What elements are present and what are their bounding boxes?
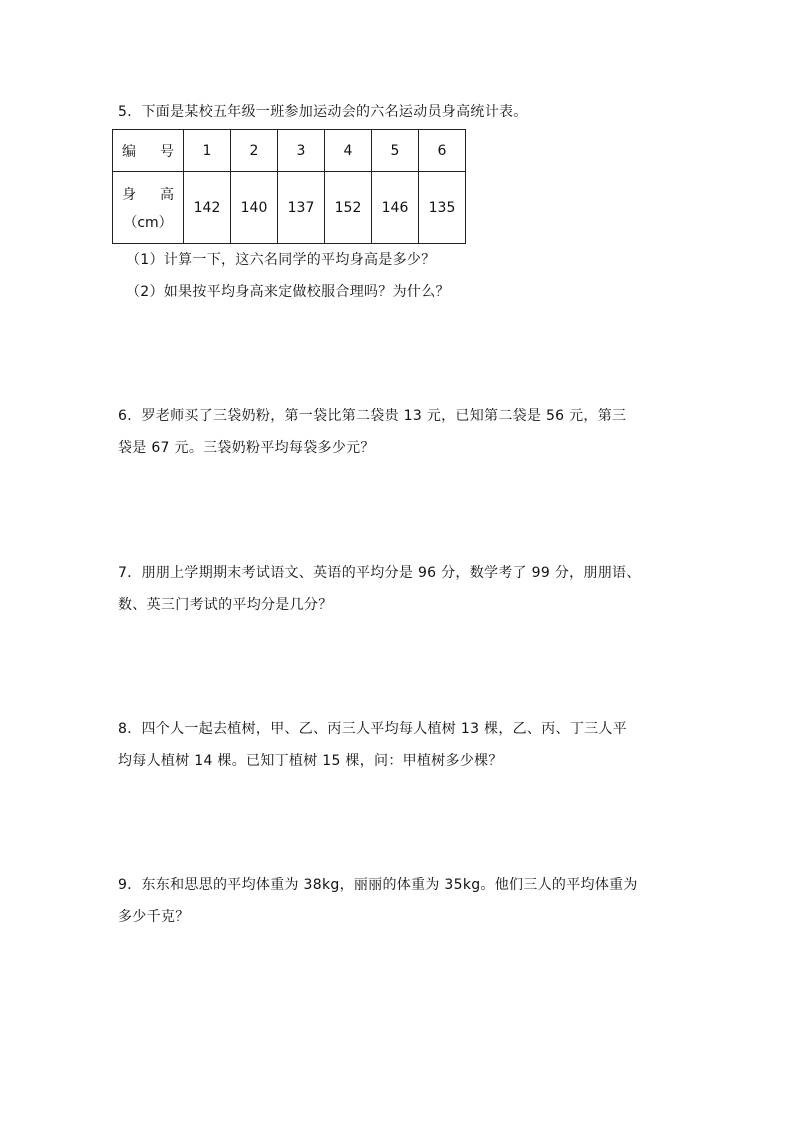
table-row-height [113,172,466,244]
height-cell: 140 [231,172,278,244]
question-7-line-2: 数、英三门考试的平均分是几分？ [118,597,333,613]
question-6-line-1: 6．罗老师买了三袋奶粉，第一袋比第二袋贵 13 元，已知第二袋是 56 元，第三 [118,408,627,424]
height-cell: 137 [278,172,325,244]
question-8-line-1: 8．四个人一起去植树，甲、乙、丙三人平均每人植树 13 棵，乙、丙、丁三人平 [118,721,628,737]
question-5-stem: 5．下面是某校五年级一班参加运动会的六名运动员身高统计表。 [118,104,528,120]
height-statistics-table [112,129,466,244]
height-cell: 152 [325,172,372,244]
question-6-line-2: 袋是 67 元。三袋奶粉平均每袋多少元？ [118,440,375,456]
number-cell: 2 [231,130,278,172]
question-8-line-2: 均每人植树 14 棵。已知丁植树 15 棵，问：甲植树多少棵？ [118,753,503,769]
question-9-line-2: 多少千克？ [118,909,190,925]
height-cell: 135 [419,172,466,244]
question-9-line-1: 9．东东和思思的平均体重为 38kg，丽丽的体重为 35kg。他们三人的平均体重为 [118,877,638,893]
height-cell: 142 [184,172,231,244]
number-cell: 5 [372,130,419,172]
label-number-a: 编 [122,143,136,160]
question-7-line-1: 7．朋朋上学期期末考试语文、英语的平均分是 96 分，数学考了 99 分，朋朋语、 [118,565,641,581]
label-height-a: 身 [122,186,136,203]
table-row-number [113,130,466,172]
label-unit: （cm） [123,214,173,231]
number-cell: 1 [184,130,231,172]
label-height-b: 高 [160,186,174,203]
number-cell: 3 [278,130,325,172]
height-cell: 146 [372,172,419,244]
number-cell: 4 [325,130,372,172]
header-cell-height [113,172,184,244]
question-5-part-1: （1）计算一下，这六名同学的平均身高是多少？ [126,252,436,268]
question-5-part-2: （2）如果按平均身高来定做校服合理吗？为什么？ [126,284,450,300]
number-cell: 6 [419,130,466,172]
label-number-b: 号 [160,143,174,160]
header-cell-number [113,130,184,172]
